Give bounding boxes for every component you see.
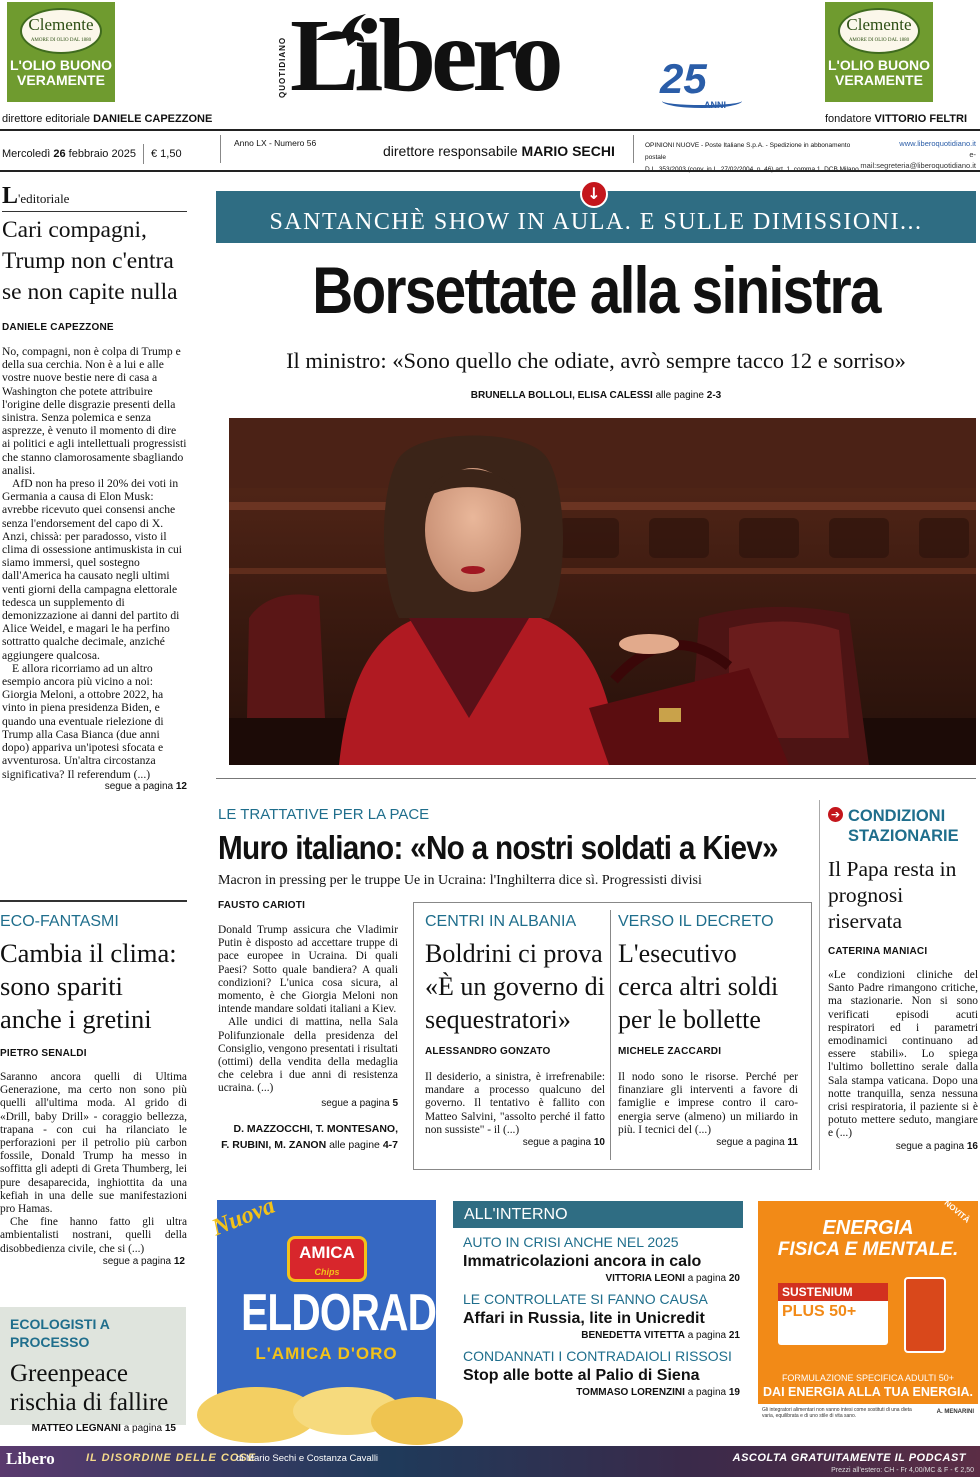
arrow-right-icon: ➔ [828,807,843,822]
product-box: SUSTENIUM PLUS 50+ [778,1283,888,1345]
lead-headline[interactable]: Borsettate alla sinistra [312,253,880,327]
lead-photo[interactable] [229,418,976,765]
interno-item[interactable]: CONDANNATI I CONTRADAIOLI RISSOSI Stop alle botte al Palio di Siena TOMMASO LORENZINI a pagina 19 [463,1348,740,1398]
albania-article[interactable] [425,913,605,1148]
editorial-continue[interactable]: segue a pagina 12 [104,780,187,792]
kiev-body: Donald Trump assicura che Vladimir Putin è disposto ad accettare truppe di pace europee in Ucraina. Di quali Paesi? Sotto quale bandiera? A quali condizioni? L'unica cosa sicura, al momento, è che Giorgia Meloni non intende mandare soldati italiani a Kiev. Alle undici di mattina, nella Sala Polifunzionale della presidenza del Consiglio, vengono presentati i risultati (ottimi) della vendita della medaglia che celebra i due anni di resistenza ucraina. (...) [218,924,399,1095]
kiev-subhead: Macron in pressing per le truppe Ue in Ucraina: l'Inghilterra dice sì. Progressisti divisi [218,873,702,888]
podcast-cta[interactable]: ASCOLTA GRATUITAMENTE IL PODCAST [732,1452,966,1464]
editor-left: direttore editoriale DANIELE CAPEZZONE [2,113,213,125]
eco-headline[interactable]: Cambia il clima: sono spariti anche i gretini [0,938,177,1034]
contacts [858,138,976,171]
lead-subhead: Il ministro: «Sono quello che odiate, avrò sempre tacco 12 e sorriso» [286,348,906,373]
kiev-kicker: LE TRATTATIVE PER LA PACE [218,806,430,823]
ad-subtitle: L'AMICA D'ORO [255,1344,398,1363]
ad-product: ELDORADA [241,1284,465,1342]
albania-body: Il desiderio, a sinistra, è irrefrenabile: mandare a processo qualcuno del governo. Il tentativo è fallito con Matteo Salvini, "assolto perché il fatto non sussiste" - il (...) [425,1071,605,1136]
bollette-author: MICHELE ZACCARDI [618,1046,722,1057]
bollette-body: Il nodo sono le risorse. Perché per finanziare gli interventi a favore di famiglie e imprese contro il caro-energia serve (almeno) un miliardo in più. I tecnici del (...) [618,1071,798,1136]
ad-slogan: L'OLIO BUONO VERAMENTE [9,57,113,88]
lead-banner: SANTANCHÈ SHOW IN AULA. E SULLE DIMISSIONI... [216,191,976,243]
masthead-logo[interactable]: Libero [290,0,559,113]
ad-tag: Nuova [208,1192,279,1242]
papa-headline[interactable]: Il Papa resta in prognosi riservata [828,857,957,933]
greenpeace-kicker: ECOLOGISTI A PROCESSO [10,1316,110,1350]
bollette-kicker: VERSO IL DECRETO [618,913,774,930]
director: direttore responsabile MARIO SECHI [383,143,615,159]
bollette-continue[interactable]: segue a pagina 11 [716,1137,798,1149]
bollette-article[interactable] [618,913,798,1148]
foreign-prices: Prezzi all'estero: CH - Fr 4,00/MC & F - € 2,50 [831,1467,974,1474]
editorial-article[interactable] [2,183,187,792]
amica-logo: AMICA Chips [287,1236,367,1282]
interno-item[interactable]: LE CONTROLLATE SI FANNO CAUSA Affari in Russia, lite in Unicredit BENEDETTA VITETTA a pagina 21 [463,1291,740,1341]
eco-article[interactable] [0,913,187,1267]
kiev-article[interactable] [218,806,813,911]
editorial-author: DANIELE CAPEZZONE [2,322,114,333]
anniversary-mark: 25 ANNI [660,56,746,116]
podcast-authors: di Mario Sechi e Costanza Cavalli [236,1453,379,1464]
albania-kicker: CENTRI IN ALBANIA [425,913,577,930]
ad-clemente-right[interactable] [825,2,933,102]
down-arrow-icon: ↓ [580,180,608,208]
price: € 1,50 [151,148,182,160]
kiev-body-col [218,924,398,1153]
legal-notice: OPINIONI NUOVE - Poste Italiane S.p.A. - Spedizione in abbonamento postale [645,142,851,161]
ad-sustenium[interactable] [758,1198,978,1424]
issue-date: Mercoledì 26 febbraio 2025 [2,148,136,160]
editorial-label: L'editoriale [2,183,70,209]
ad-slogan: L'OLIO BUONO VERAMENTE [827,57,931,88]
chips-image [217,1365,436,1425]
editorial-body: No, compagni, non è colpa di Trump e della sua cerchia. Non è a lui e alle vostre nuove bestie nere di casa a Washington che potete attribuire l'origine delle disgrazie presenti della sinistra. Senza polemica e senza asprezze, è venuto il momento di dire ai politici e agli intellettuali progressisti che stanno clamorosamente sbagliando analisi. AfD non ha preso il 20% dei voti in Germania a causa di Elon Musk: avrebbe ricevuto quei consensi anche senza l'endorsement del capo di X. Anzi, chissà: per paradosso, visto il clima di ossessione antimuskista in cui siamo immersi, quel sostegno dall'America ha causato negli ultimi venti giorni della campagna elettorale tedesca un supplemento di demonizzazione ai danni del partito di Alice Weidel, e magari le ha perfino sottratto qualche decimale, anziché aggiungere qualcosa. E allora ricorriamo ad un altro esempio ancora più vicino a noi: Giorgia Meloni, a ottobre 2022, ha vinto in piena presidenza Biden, e quando una eventuale rielezione di Trump alla Casa Bianca (due anni dopo) appariva un'ipotesi sfocata e avventurosa. Un'altra circostanza significativa? Il referendum (...) [2,345,187,781]
interno-item[interactable]: AUTO IN CRISI ANCHE NEL 2025 Immatricolazioni ancora in calo VITTORIA LEONI a pagina 20 [463,1234,740,1284]
clemente-logo: Clemente AMORE DI OLIO DAL 1880 [838,8,920,54]
albania-author: ALESSANDRO GONZATO [425,1046,551,1057]
papa-continue[interactable]: segue a pagina 16 [895,1140,978,1152]
eco-author: PIETRO SENALDI [0,1048,87,1059]
lead-authors: BRUNELLA BOLLOLI, ELISA CALESSI alle pagine 2-3 [470,390,722,401]
ad-headline: ENERGIA FISICA E MENTALE. [777,1217,959,1260]
ad-clemente-left[interactable] [7,2,115,102]
ad-claim: DAI ENERGIA ALLA TUA ENERGIA. [763,1385,973,1399]
product-bottle [904,1277,946,1353]
papa-kicker: ➔ CONDIZIONI STAZIONARIE [828,806,978,846]
editorial-headline[interactable]: Cari compagni, Trump non c'entra se non capite nulla [2,217,178,305]
footer-logo: Libero [6,1449,55,1468]
founder: fondatore VITTORIO FELTRI [825,113,968,125]
kiev-author: FAUSTO CARIOTI [218,900,306,911]
kiev-headline[interactable]: Muro italiano: «No a nostri soldati a Kiev» [218,829,778,866]
ad-badge: NOVITÀ [942,1198,972,1225]
papa-article[interactable] [828,806,978,1152]
kiev-continue[interactable]: segue a pagina 5 [321,1097,398,1109]
interno-header: ALL'INTERNO [453,1201,743,1228]
footer-banner[interactable] [0,1446,980,1477]
interno-list [463,1233,740,1398]
papa-author: CATERINA MANIACI [828,946,928,957]
podcast-title: IL DISORDINE DELLE COSE [86,1452,257,1464]
greenpeace-headline[interactable]: Greenpeace rischia di fallire [10,1360,169,1416]
ad-eldorada[interactable] [208,1192,465,1425]
albania-continue[interactable]: segue a pagina 10 [522,1137,605,1149]
photo-santanche [229,418,976,765]
ad-footer: Gli integratori alimentari non vanno intesi come sostituti di una dieta varia, equilibrata e di uno stile di vita sano. A. MENARINI [758,1404,978,1424]
eco-body: Saranno ancora quelli di Ultima Generazione, ma certo non sono più quelli all'ultima moda. Al grido di «Drill, baby Drill» - coraggio bellezza, trapana - con cui ha rilanciato le perforazioni per il petrolio più carbon fossile, Donald Trump ha messo in soffitta gli adepti di Greta Thumberg, lei pure desaparecida, inghiottita da una kefiah in una delle sue manifestazioni pro Hamas. Che fine hanno fatto gli ultra ambientalisti nostrani, quelli della disobbedienza civile, che si (...) [0,1071,187,1255]
issue-number: Anno LX - Numero 56 [234,138,317,148]
greenpeace-box[interactable] [0,1307,186,1434]
kiev-more-authors: D. MAZZOCCHI, T. MONTESANO, F. RUBINI, M. ZANON alle pagine 4-7 [221,1122,398,1151]
pegasus-icon [312,10,370,50]
papa-body: «Le condizioni cliniche del Santo Padre rimangono critiche, ma stazionarie. Non si sono verificati episodi acuti respiratori ed i parametri emodinamici continuano ad essere stabili». Lo spiega l'ultimo bollettino serale dalla Sala stampa vaticana. Dopo una notte tranquilla, senza nessuna crisi respiratoria, il paziente si è potuto mettere seduto, mangiare e (...) [828,969,978,1140]
email-link[interactable]: e-mail:segreteria@liberoquotidiano.it [860,150,976,170]
ad-formula: FORMULAZIONE SPECIFICA ADULTI 50+ [781,1373,955,1383]
bollette-headline[interactable]: L'esecutivo cerca altri soldi per le bollette [618,939,779,1034]
eco-kicker: ECO-FANTASMI [0,913,119,930]
eco-continue[interactable]: segue a pagina 12 [102,1255,185,1267]
masthead-side-label: QUOTIDIANO [278,36,287,98]
albania-headline[interactable]: Boldrini ci prova «È un governo di sequestratori» [425,939,605,1034]
website-link[interactable]: www.liberoquotidiano.it [899,139,976,148]
greenpeace-ref: MATTEO LEGNANI a pagina 15 [31,1423,176,1434]
clemente-logo: Clemente AMORE DI OLIO DAL 1880 [20,8,102,54]
